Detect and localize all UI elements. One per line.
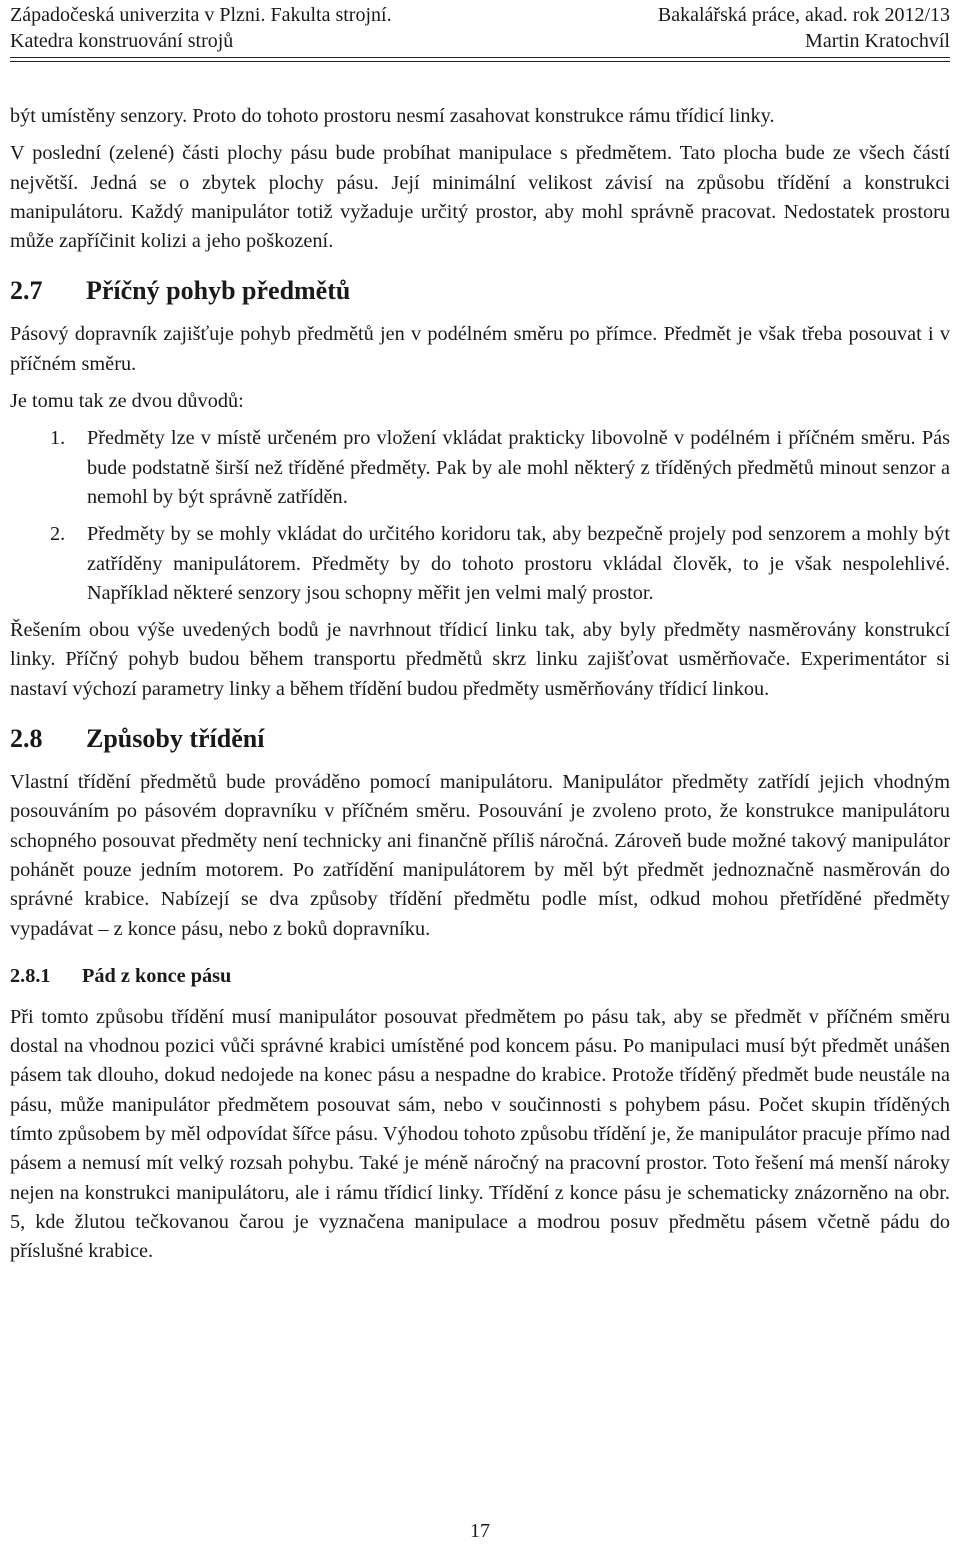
list-text: Předměty lze v místě určeném pro vložení vkládat prakticky libovolně v podélném i příčném směru. Pás bude podstatně širší než tříděné předměty. Pak by ale mohl některý z tříděných předmětů minout senzor a nemohl by být správně zatříděn. bbox=[87, 427, 950, 508]
paragraph: Pásový dopravník zajišťuje pohyb předmětů jen v podélném směru po přímce. Předmět je však třeba posouvat i v příčném směru. bbox=[10, 323, 950, 375]
page-body bbox=[10, 102, 950, 1267]
paragraph: V poslední (zelené) části plochy pásu bude probíhat manipulace s předmětem. Tato plocha bude ze všech částí největší. Jedná se o zbytek plochy pásu. Její minimální velikost závisí na způsobu třídění a konstrukci manipulátoru. Každý manipulátor totiž vyžaduje určitý prostor, aby mohl správně pracovat. Nedostatek prostoru může zapříčinit kolizi a jeho poškození. bbox=[10, 142, 950, 253]
header-university: Západočeská univerzita v Plzni. Fakulta strojní. bbox=[10, 4, 392, 26]
header-department: Katedra konstruování strojů bbox=[10, 30, 234, 52]
section-heading-2-7 bbox=[10, 274, 950, 308]
section-number: 2.7 bbox=[10, 276, 43, 306]
list-number: 2. bbox=[50, 523, 66, 546]
paragraph: Je tomu tak ze dvou důvodů: bbox=[10, 390, 244, 413]
header-rule-top bbox=[10, 57, 950, 58]
running-header-bottom bbox=[10, 30, 950, 52]
section-title: Příčný pohyb předmětů bbox=[86, 276, 351, 306]
header-rule-bottom bbox=[10, 61, 950, 62]
subsection-title: Pád z konce pásu bbox=[82, 964, 232, 987]
subsection-number: 2.8.1 bbox=[10, 964, 51, 987]
paragraph: Vlastní třídění předmětů bude prováděno pomocí manipulátoru. Manipulátor předměty zatřídí jejich vhodným posouváním po pásovém dopravníku v příčném směru. Posouvání je zvoleno proto, že konstrukce manipulátoru schopného posouvat předměty není technicky ani finančně příliš náročná. Zároveň bude možné takový manipulátor pohánět pouze jedním motorem. Po zatřídění manipulátorem by měl být předmět jednoznačně nasměrován do správné krabice. Nabízejí se dva způsoby třídění předmětu podle míst, odkud mohou přetříděné předměty vypadávat – z konce pásu, nebo z boků dopravníku. bbox=[10, 771, 950, 940]
subsection-heading-2-8-1 bbox=[10, 962, 950, 991]
paragraph: být umístěny senzory. Proto do tohoto prostoru nesmí zasahovat konstrukce rámu třídicí linky. bbox=[10, 105, 775, 127]
list-item bbox=[10, 424, 950, 512]
running-header-top bbox=[10, 4, 950, 26]
section-title: Způsoby třídění bbox=[86, 724, 265, 754]
header-author: Martin Kratochvíl bbox=[805, 30, 950, 52]
list-item bbox=[10, 520, 950, 608]
list-text: Předměty by se mohly vkládat do určitého koridoru tak, aby bezpečně projely pod senzorem a mohly být zatříděny manipulátorem. Předměty by do tohoto prostoru vkládal člověk, to je však nespolehlivé. Například některé senzory jsou schopny měřit jen velmi malý prostor. bbox=[87, 523, 950, 604]
page-number: 17 bbox=[470, 1520, 490, 1542]
paragraph: Řešením obou výše uvedených bodů je navrhnout třídicí linku tak, aby byly předměty nasměrovány konstrukcí linky. Příčný pohyb budou během transportu předmětů skrz linku zajišťovat usměrňovače. Experimentátor si nastaví výchozí parametry linky a během třídění budou předměty usměrňovány třídicí linkou. bbox=[10, 619, 950, 700]
list-number: 1. bbox=[50, 427, 66, 450]
section-number: 2.8 bbox=[10, 724, 43, 754]
section-heading-2-8 bbox=[10, 722, 950, 756]
header-thesis: Bakalářská práce, akad. rok 2012/13 bbox=[657, 4, 950, 26]
paragraph: Při tomto způsobu třídění musí manipulátor posouvat předmětem po pásu tak, aby se předmět v příčném směru dostal na vhodnou pozici vůči správné krabici umístěné pod koncem pásu. Po manipulaci musí být předmět unášen pásem tak dlouho, dokud nedojede na konec pásu a nespadne do krabice. Protože tříděný předmět bude neustále na pásu, může manipulátor předmětem posouvat sám, nebo v součinnosti s pohybem pásu. Počet skupin tříděných tímto způsobem by měl odpovídat šířce pásu. Výhodou tohoto způsobu třídění je, že manipulátor pracuje přímo nad pásem a nemusí mít velký rozsah pohybu. Také je méně náročný na pracovní prostor. Toto řešení má menší nároky nejen na konstrukci manipulátoru, ale i rámu třídicí linky. Třídění z konce pásu je schematicky znázorněno na obr. 5, kde žlutou tečkovanou čarou je vyznačena manipulace a modrou posuv předmětu pásem včetně pádu do příslušné krabice. bbox=[10, 1005, 950, 1263]
